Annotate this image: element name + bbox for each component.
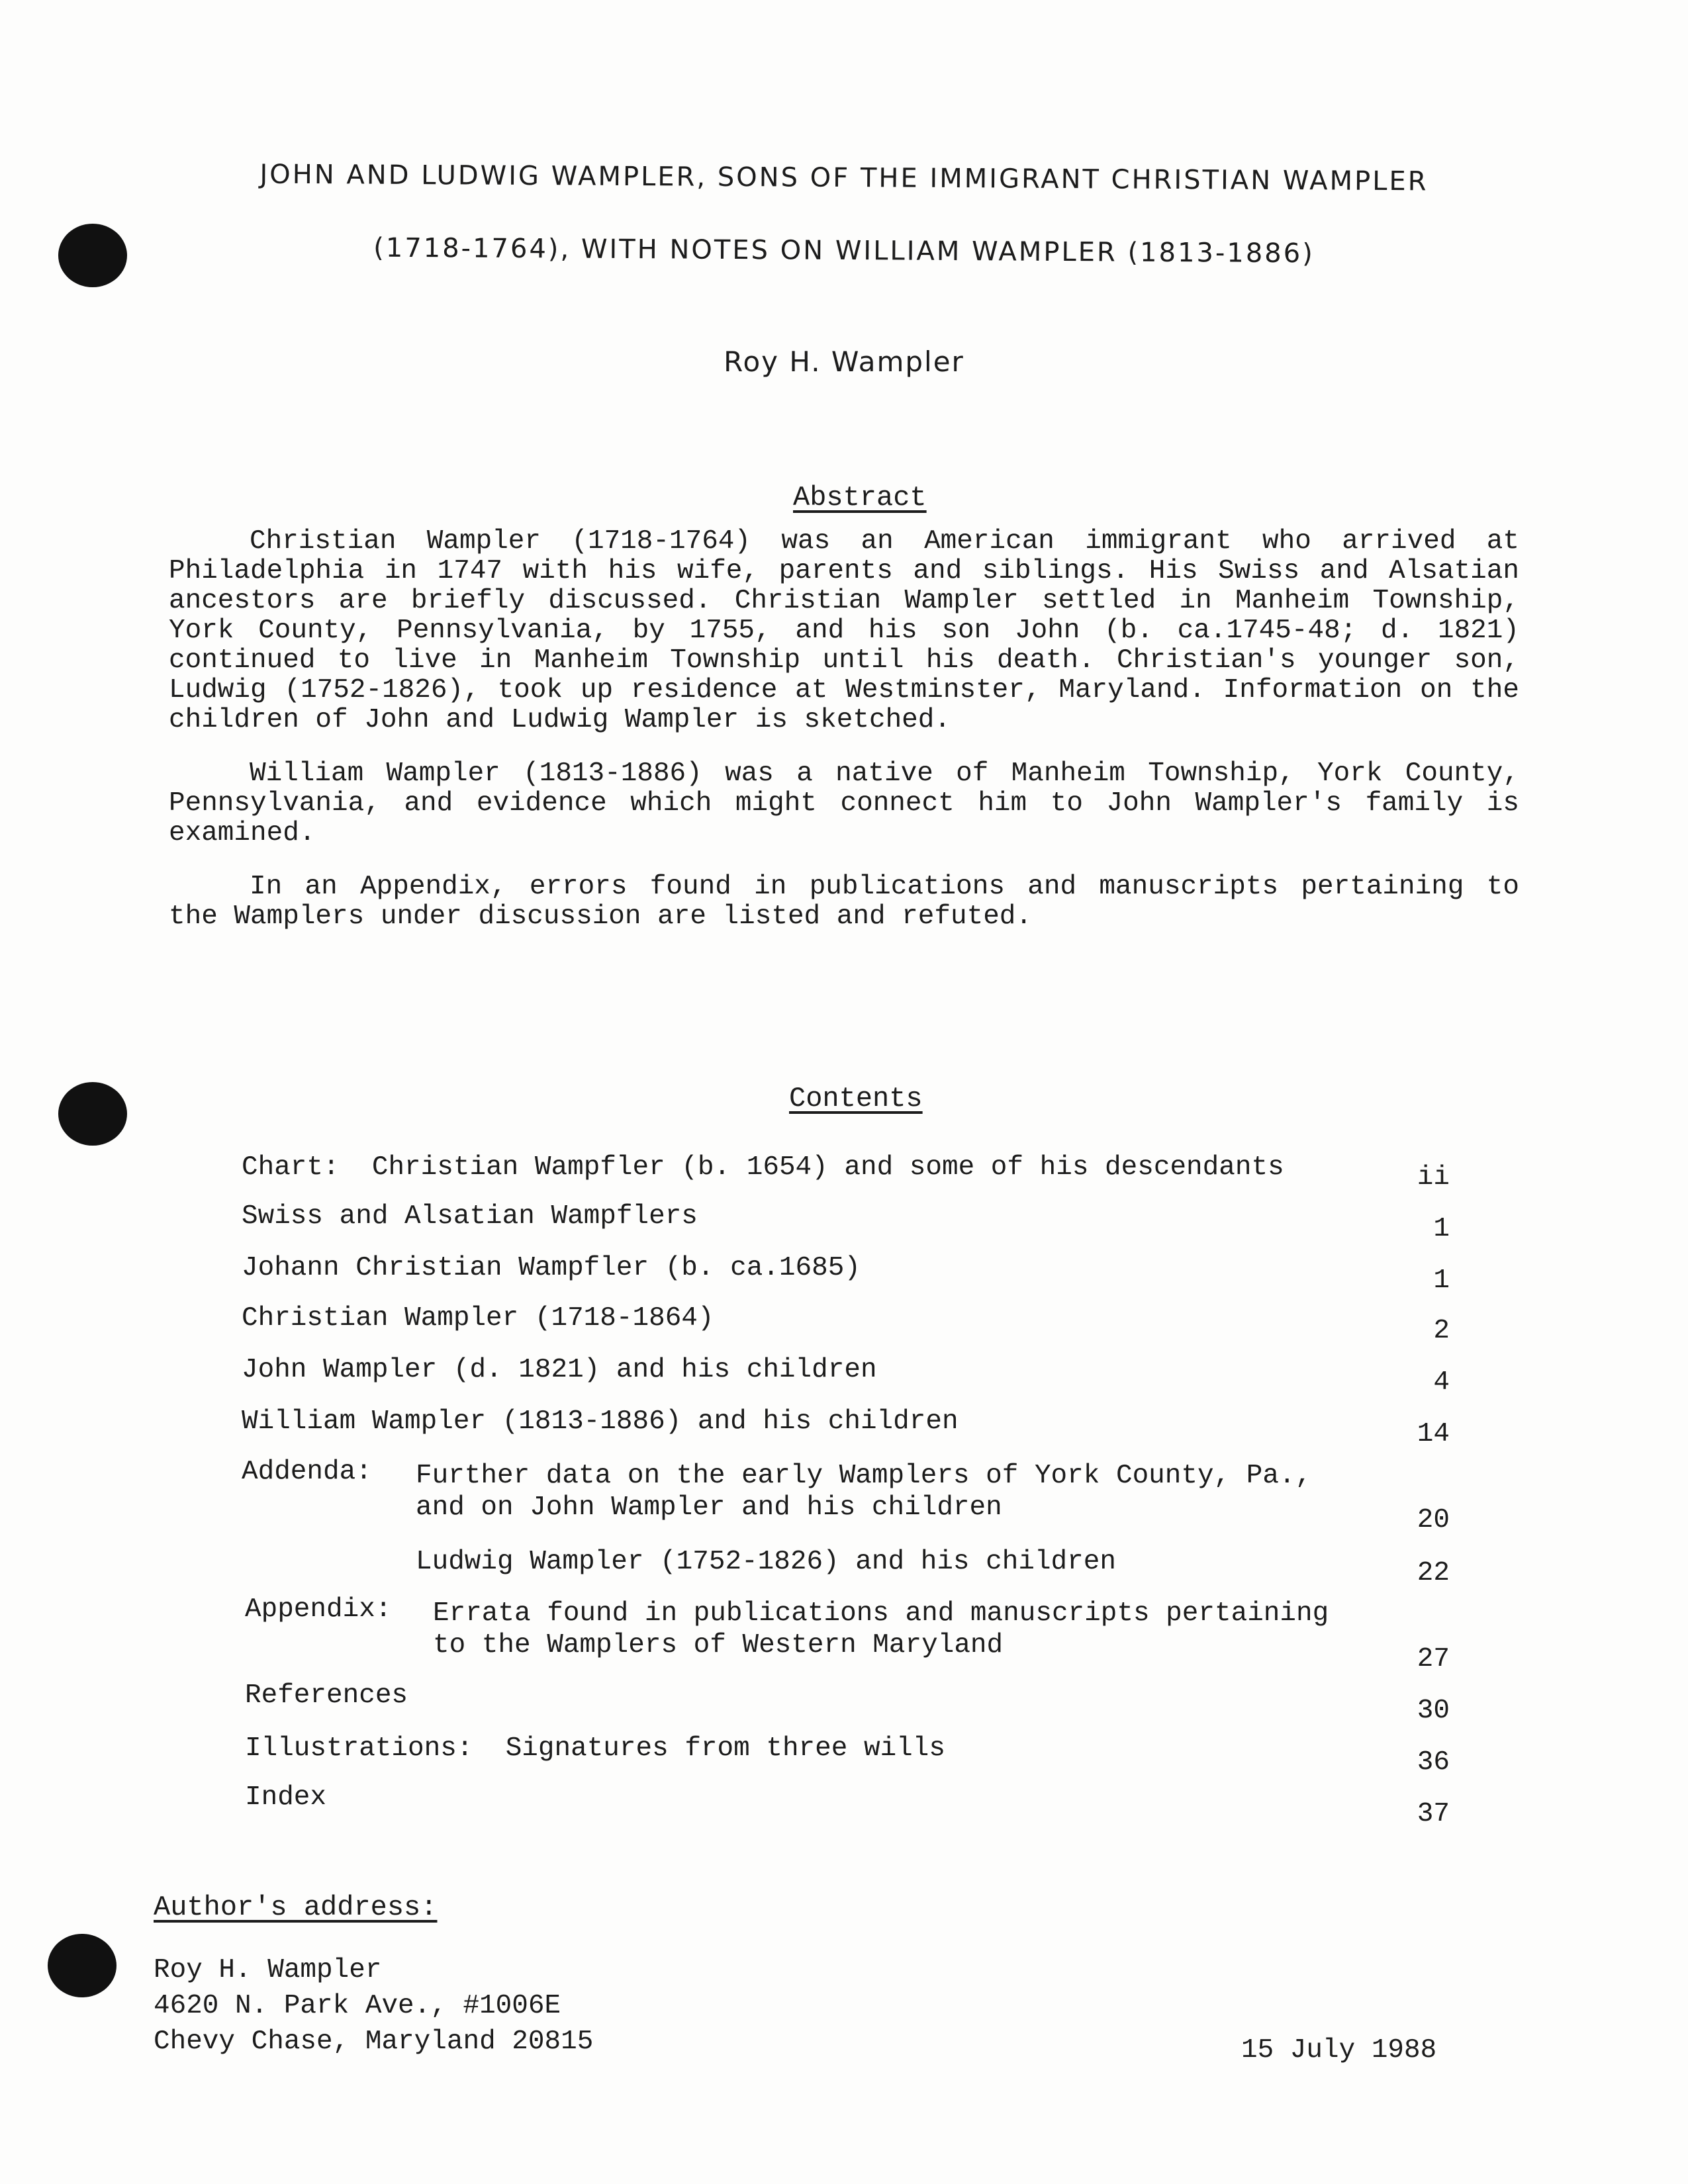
address-line-city: Chevy Chase, Maryland 20815 bbox=[154, 2026, 594, 2057]
toc-page-number: ii bbox=[1417, 1162, 1450, 1193]
title-line-1: JOHN AND LUDWIG WAMPLER, SONS OF THE IMMIGRANT CHRISTIAN WAMPLER bbox=[259, 159, 1429, 197]
toc-entry-ludwig bbox=[416, 1546, 1116, 1578]
toc-page-number: 27 bbox=[1417, 1644, 1450, 1674]
toc-page-number: 4 bbox=[1433, 1367, 1450, 1398]
toc-page-number: 1 bbox=[1433, 1265, 1450, 1296]
toc-text: Christian Wampler (1718-1864) bbox=[242, 1303, 714, 1334]
toc-text: Errata found in publications and manuscripts pertaining bbox=[433, 1598, 1329, 1629]
punch-hole-bottom bbox=[48, 1934, 117, 1997]
toc-text-continued: and on John Wampler and his children bbox=[416, 1492, 1002, 1523]
toc-entry-index bbox=[245, 1782, 326, 1813]
toc-entry-johann-christian bbox=[242, 1252, 861, 1284]
toc-text: John Wampler (d. 1821) and his children bbox=[242, 1355, 877, 1385]
toc-label: Chart: bbox=[242, 1152, 340, 1183]
abstract-paragraph-1: Christian Wampler (1718-1764) was an American immigrant who arrived at Philadelphia in 1747 with his wife, parents and siblings. His Swiss and Alsatian ancestors are briefly discussed. Christian Wampler settled in Manheim Township, York County, Pennsylvania, by 1755, and his son John (b. ca.1745-48; d. 1821) continued to live in Manheim Township until his death. Christian's younger son, Ludwig (1752-1826), took up residence at Westminster, Maryland. Information on the children of John and Ludwig Wampler is sketched. bbox=[169, 526, 1519, 735]
abstract-paragraph-2: William Wampler (1813-1886) was a native of Manheim Township, York County, Pennsylvania, and evidence which might connect him to John Wampler's family is examined. bbox=[169, 758, 1519, 848]
toc-text: Ludwig Wampler (1752-1826) and his children bbox=[416, 1547, 1116, 1577]
address-line-name: Roy H. Wampler bbox=[154, 1955, 382, 1985]
toc-entry-appendix-label: Appendix: bbox=[245, 1594, 392, 1625]
toc-text: Index bbox=[245, 1782, 327, 1813]
punch-hole-middle bbox=[58, 1082, 127, 1146]
toc-page-number: 1 bbox=[1433, 1214, 1450, 1244]
toc-page-number: 22 bbox=[1417, 1558, 1450, 1588]
document-date: 15 July 1988 bbox=[1241, 2035, 1437, 2066]
toc-text: William Wampler (1813-1886) and his children bbox=[242, 1406, 959, 1437]
toc-page-number: 36 bbox=[1417, 1747, 1450, 1778]
abstract-paragraph-3: In an Appendix, errors found in publications and manuscripts pertaining to the Wamplers under discussion are listed and refuted. bbox=[169, 872, 1519, 932]
toc-entry-chart bbox=[242, 1152, 1284, 1183]
toc-text: Johann Christian Wampfler (b. ca.1685) bbox=[242, 1253, 861, 1283]
toc-entry-appendix bbox=[433, 1598, 1329, 1661]
toc-label: Illustrations: bbox=[245, 1733, 473, 1764]
toc-page-number: 20 bbox=[1417, 1505, 1450, 1535]
toc-entry-john bbox=[242, 1354, 877, 1386]
toc-text: References bbox=[245, 1680, 408, 1711]
toc-page-number: 14 bbox=[1417, 1419, 1450, 1449]
toc-text: Further data on the early Wamplers of York County, Pa., bbox=[416, 1461, 1312, 1491]
title-line-2: (1718-1764), WITH NOTES ON WILLIAM WAMPLER (1813-1886) bbox=[373, 232, 1315, 269]
toc-text: Christian Wampfler (b. 1654) and some of his descendants bbox=[371, 1152, 1284, 1183]
toc-entry-addenda-label: Addenda: bbox=[242, 1457, 372, 1487]
address-line-street: 4620 N. Park Ave., #1006E bbox=[154, 1991, 561, 2021]
abstract-heading: Abstract bbox=[793, 482, 927, 514]
author-name: Roy H. Wampler bbox=[724, 345, 964, 378]
toc-page-number: 2 bbox=[1433, 1316, 1450, 1346]
abstract-body bbox=[169, 527, 1519, 956]
toc-entry-william bbox=[242, 1406, 959, 1437]
toc-entry-addenda bbox=[416, 1460, 1311, 1524]
address-heading: Author's address: bbox=[154, 1891, 438, 1923]
toc-page-number: 30 bbox=[1417, 1696, 1450, 1726]
toc-text: Signatures from three wills bbox=[505, 1733, 945, 1764]
toc-entry-swiss-alsatian bbox=[242, 1201, 698, 1232]
toc-text: Swiss and Alsatian Wampflers bbox=[242, 1201, 698, 1232]
contents-heading: Contents bbox=[789, 1083, 923, 1115]
toc-entry-illustrations bbox=[245, 1733, 945, 1764]
toc-entry-references bbox=[245, 1680, 408, 1711]
toc-entry-christian bbox=[242, 1302, 714, 1334]
toc-text-continued: to the Wamplers of Western Maryland bbox=[433, 1630, 1004, 1661]
toc-page-number: 37 bbox=[1417, 1799, 1450, 1829]
